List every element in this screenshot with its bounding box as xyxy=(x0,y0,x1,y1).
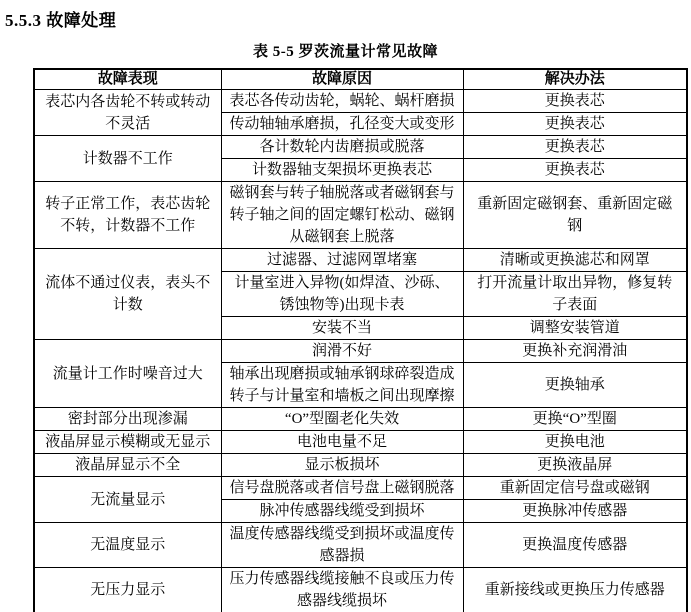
symptom-cell: 计数器不工作 xyxy=(34,136,221,182)
solution-cell: 清晰或更换滤芯和网罩 xyxy=(463,249,687,272)
header-cell-cause: 故障原因 xyxy=(221,69,463,90)
cause-cell: 压力传感器线缆接触不良或压力传感器线缆损坏 xyxy=(221,568,463,612)
solution-cell: 更换表芯 xyxy=(463,113,687,136)
cause-cell: 表芯各传动齿轮，蜗轮、蜗杆磨损 xyxy=(221,90,463,113)
symptom-cell: 密封部分出现渗漏 xyxy=(34,408,221,431)
solution-cell: 更换脉冲传感器 xyxy=(463,500,687,523)
symptom-cell: 表芯内各齿轮不转或转动不灵活 xyxy=(34,90,221,136)
solution-cell: 调整安装管道 xyxy=(463,317,687,340)
solution-cell: 更换表芯 xyxy=(463,90,687,113)
table-row xyxy=(34,454,687,477)
cause-cell: 润滑不好 xyxy=(221,340,463,363)
cause-cell: 计量室进入异物(如焊渣、沙砾、锈蚀物等)出现卡表 xyxy=(221,272,463,317)
cause-cell: 信号盘脱落或者信号盘上磁钢脱落 xyxy=(221,477,463,500)
table-row xyxy=(34,408,687,431)
table-row xyxy=(34,568,687,612)
symptom-cell: 转子正常工作，表芯齿轮不转，计数器不工作 xyxy=(34,182,221,249)
table-row xyxy=(34,477,687,500)
document-page xyxy=(0,6,691,612)
symptom-cell: 液晶屏显示不全 xyxy=(34,454,221,477)
section-heading: 5.5.3 故障处理 xyxy=(5,11,117,30)
table-header-row xyxy=(34,69,687,90)
table-row xyxy=(34,340,687,363)
cause-cell: 传动轴轴承磨损，孔径变大或变形 xyxy=(221,113,463,136)
header-cell-solution: 解决办法 xyxy=(463,69,687,90)
cause-cell: 磁钢套与转子轴脱落或者磁钢套与转子轴之间的固定螺钉松动、磁钢从磁钢套上脱落 xyxy=(221,182,463,249)
table-row xyxy=(34,249,687,272)
cause-cell: 温度传感器线缆受到损坏或温度传感器损 xyxy=(221,523,463,568)
solution-cell: 重新固定磁钢套、重新固定磁钢 xyxy=(463,182,687,249)
solution-cell: 更换液晶屏 xyxy=(463,454,687,477)
cause-cell: 显示板损坏 xyxy=(221,454,463,477)
solution-cell: 重新接线或更换压力传感器 xyxy=(463,568,687,612)
cause-cell: 安装不当 xyxy=(221,317,463,340)
table-row xyxy=(34,523,687,568)
symptom-cell: 无流量显示 xyxy=(34,477,221,523)
solution-cell: 更换轴承 xyxy=(463,363,687,408)
solution-cell: 更换补充润滑油 xyxy=(463,340,687,363)
cause-cell: 过滤器、过滤网罩堵塞 xyxy=(221,249,463,272)
table-caption: 表 5-5 罗茨流量计常见故障 xyxy=(253,44,438,60)
solution-cell: 更换温度传感器 xyxy=(463,523,687,568)
table-row xyxy=(34,431,687,454)
cause-cell: 轴承出现磨损或轴承钢球碎裂造成转子与计量室和墙板之间出现摩擦 xyxy=(221,363,463,408)
cause-cell: 各计数轮内齿磨损或脱落 xyxy=(221,136,463,159)
cause-cell: 计数器轴支架损坏更换表芯 xyxy=(221,159,463,182)
solution-cell: 更换电池 xyxy=(463,431,687,454)
solution-cell: 更换表芯 xyxy=(463,136,687,159)
cause-cell: 电池电量不足 xyxy=(221,431,463,454)
symptom-cell: 无压力显示 xyxy=(34,568,221,612)
table-row xyxy=(34,182,687,249)
symptom-cell: 流量计工作时噪音过大 xyxy=(34,340,221,408)
symptom-cell: 液晶屏显示模糊或无显示 xyxy=(34,431,221,454)
header-cell-symptom: 故障表现 xyxy=(34,69,221,90)
cause-cell: 脉冲传感器线缆受到损坏 xyxy=(221,500,463,523)
symptom-cell: 流体不通过仪表，表头不计数 xyxy=(34,249,221,340)
symptom-cell: 无温度显示 xyxy=(34,523,221,568)
table-row xyxy=(34,90,687,113)
solution-cell: 打开流量计取出异物，修复转子表面 xyxy=(463,272,687,317)
solution-cell: 重新固定信号盘或磁钢 xyxy=(463,477,687,500)
fault-table xyxy=(33,68,688,612)
table-row xyxy=(34,136,687,159)
solution-cell: 更换“O”型圈 xyxy=(463,408,687,431)
cause-cell: “O”型圈老化失效 xyxy=(221,408,463,431)
solution-cell: 更换表芯 xyxy=(463,159,687,182)
